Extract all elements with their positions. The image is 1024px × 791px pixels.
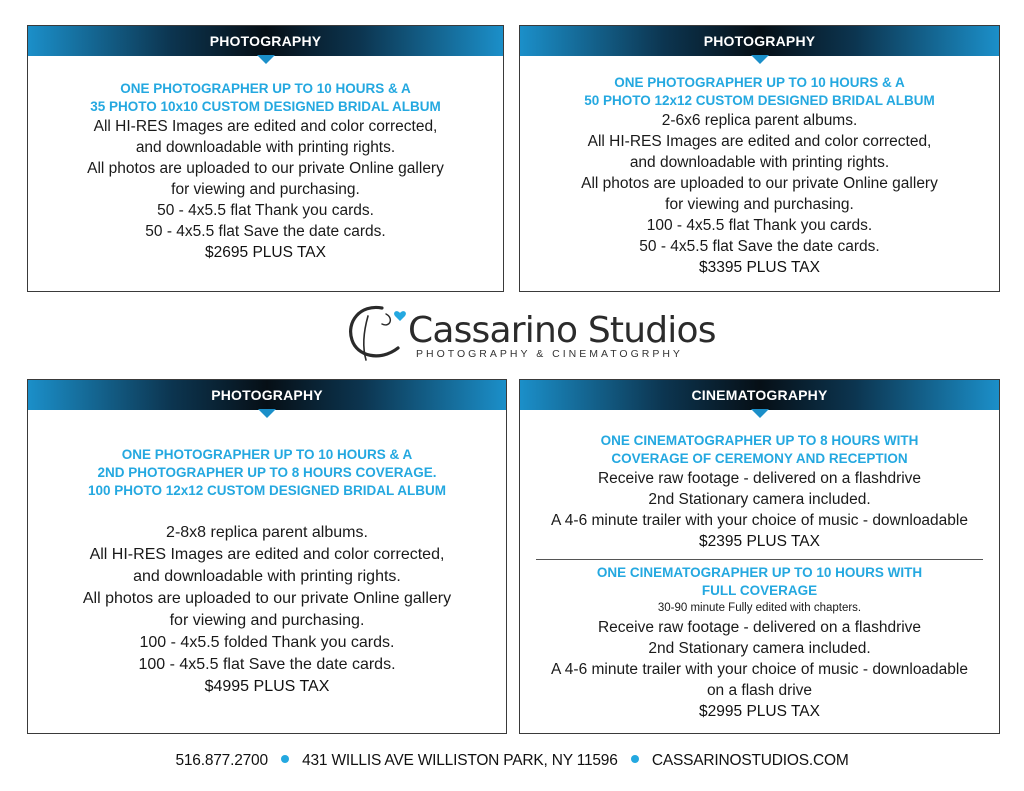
package-headline-line: COVERAGE OF CEREMONY AND RECEPTION xyxy=(611,451,908,466)
package-header: CINEMATOGRAPHY xyxy=(520,380,999,410)
package-header: PHOTOGRAPHY xyxy=(520,26,999,56)
brand-name: Cassarino Studios xyxy=(408,310,716,351)
package-headline-line: FULL COVERAGE xyxy=(701,583,818,598)
package-note: 30-90 minute Fully edited with chapters. xyxy=(657,602,862,614)
brand-tagline: PHOTOGRAPHY & CINEMATOGRPHY xyxy=(416,348,683,360)
package-feature: 50 - 4x5.5 flat Save the date cards. xyxy=(639,238,880,255)
pointer-notch-icon xyxy=(257,55,275,64)
package-card-photography-3 xyxy=(27,379,507,734)
package-feature: for viewing and purchasing. xyxy=(169,612,365,629)
website-link[interactable]: CASSARINOSTUDIOS.COM xyxy=(651,752,849,769)
package-feature: on a flash drive xyxy=(706,682,813,699)
package-feature: All HI-RES Images are edited and color corrected, xyxy=(93,118,438,135)
package-headline-line: ONE CINEMATOGRAPHER UP TO 8 HOURS WITH xyxy=(600,433,919,448)
package-feature: and downloadable with printing rights. xyxy=(629,154,890,171)
package-feature: 2-6x6 replica parent albums. xyxy=(661,112,858,129)
package-feature: All photos are uploaded to our private Online gallery xyxy=(581,175,938,192)
package-feature: All HI-RES Images are edited and color corrected, xyxy=(89,546,445,563)
pointer-notch-icon xyxy=(751,409,769,418)
package-feature: 100 - 4x5.5 flat Thank you cards. xyxy=(646,217,873,234)
package-feature: 50 - 4x5.5 flat Thank you cards. xyxy=(157,202,374,219)
pointer-notch-icon xyxy=(258,409,276,418)
package-price: $3395 PLUS TAX xyxy=(699,259,820,276)
package-headline-line: ONE PHOTOGRAPHER UP TO 10 HOURS & A xyxy=(614,75,905,90)
contact-footer xyxy=(0,748,1024,774)
package-feature: 2nd Stationary camera included. xyxy=(648,640,871,657)
package-feature: A 4-6 minute trailer with your choice of music - downloadable xyxy=(551,661,968,678)
package-feature: for viewing and purchasing. xyxy=(171,181,360,198)
bullet-dot-icon xyxy=(281,755,289,763)
package-headline-line: 2ND PHOTOGRAPHER UP TO 8 HOURS COVERAGE. xyxy=(97,465,437,480)
package-price: $2995 PLUS TAX xyxy=(699,703,820,720)
package-card-photography-1 xyxy=(27,25,504,292)
package-feature: Receive raw footage - delivered on a flashdrive xyxy=(597,470,922,487)
package-feature: 2-8x8 replica parent albums. xyxy=(166,524,368,541)
package-feature: All HI-RES Images are edited and color corrected, xyxy=(587,133,932,150)
package-headline-line: 50 PHOTO 12x12 CUSTOM DESIGNED BRIDAL ALBUM xyxy=(584,93,935,108)
package-feature: All photos are uploaded to our private Online gallery xyxy=(87,160,444,177)
package-headline-line: ONE CINEMATOGRAPHER UP TO 10 HOURS WITH xyxy=(596,565,923,580)
package-feature: Receive raw footage - delivered on a flashdrive xyxy=(597,619,922,636)
package-feature: All photos are uploaded to our private Online gallery xyxy=(82,590,452,607)
package-headline-line: ONE PHOTOGRAPHER UP TO 10 HOURS & A xyxy=(120,81,411,96)
package-feature: 100 - 4x5.5 folded Thank you cards. xyxy=(139,634,395,651)
package-feature: 100 - 4x5.5 flat Save the date cards. xyxy=(138,656,396,673)
package-feature: for viewing and purchasing. xyxy=(665,196,854,213)
package-header: PHOTOGRAPHY xyxy=(28,26,503,56)
package-feature: 2nd Stationary camera included. xyxy=(648,491,871,508)
package-price: $2395 PLUS TAX xyxy=(699,533,820,550)
package-headline-line: 35 PHOTO 10x10 CUSTOM DESIGNED BRIDAL ALBUM xyxy=(90,99,441,114)
package-header: PHOTOGRAPHY xyxy=(28,380,506,410)
package-card-photography-2 xyxy=(519,25,1000,292)
package-headline-line: ONE PHOTOGRAPHER UP TO 10 HOURS & A xyxy=(121,447,413,462)
package-headline-line: 100 PHOTO 12x12 CUSTOM DESIGNED BRIDAL ALBUM xyxy=(87,483,447,498)
pointer-notch-icon xyxy=(751,55,769,64)
package-feature: 50 - 4x5.5 flat Save the date cards. xyxy=(145,223,386,240)
package-feature: and downloadable with printing rights. xyxy=(135,139,396,156)
address: 431 WILLIS AVE WILLISTON PARK, NY 11596 xyxy=(302,752,618,769)
phone-number: 516.877.2700 xyxy=(175,752,268,769)
bullet-dot-icon xyxy=(631,755,639,763)
package-feature: A 4-6 minute trailer with your choice of music - downloadable xyxy=(551,512,968,529)
brand-logo xyxy=(342,298,716,368)
package-card-cinematography xyxy=(519,379,1000,734)
package-price: $2695 PLUS TAX xyxy=(205,244,326,261)
package-feature: and downloadable with printing rights. xyxy=(133,568,401,585)
package-price: $4995 PLUS TAX xyxy=(204,678,330,695)
section-divider xyxy=(536,559,983,560)
